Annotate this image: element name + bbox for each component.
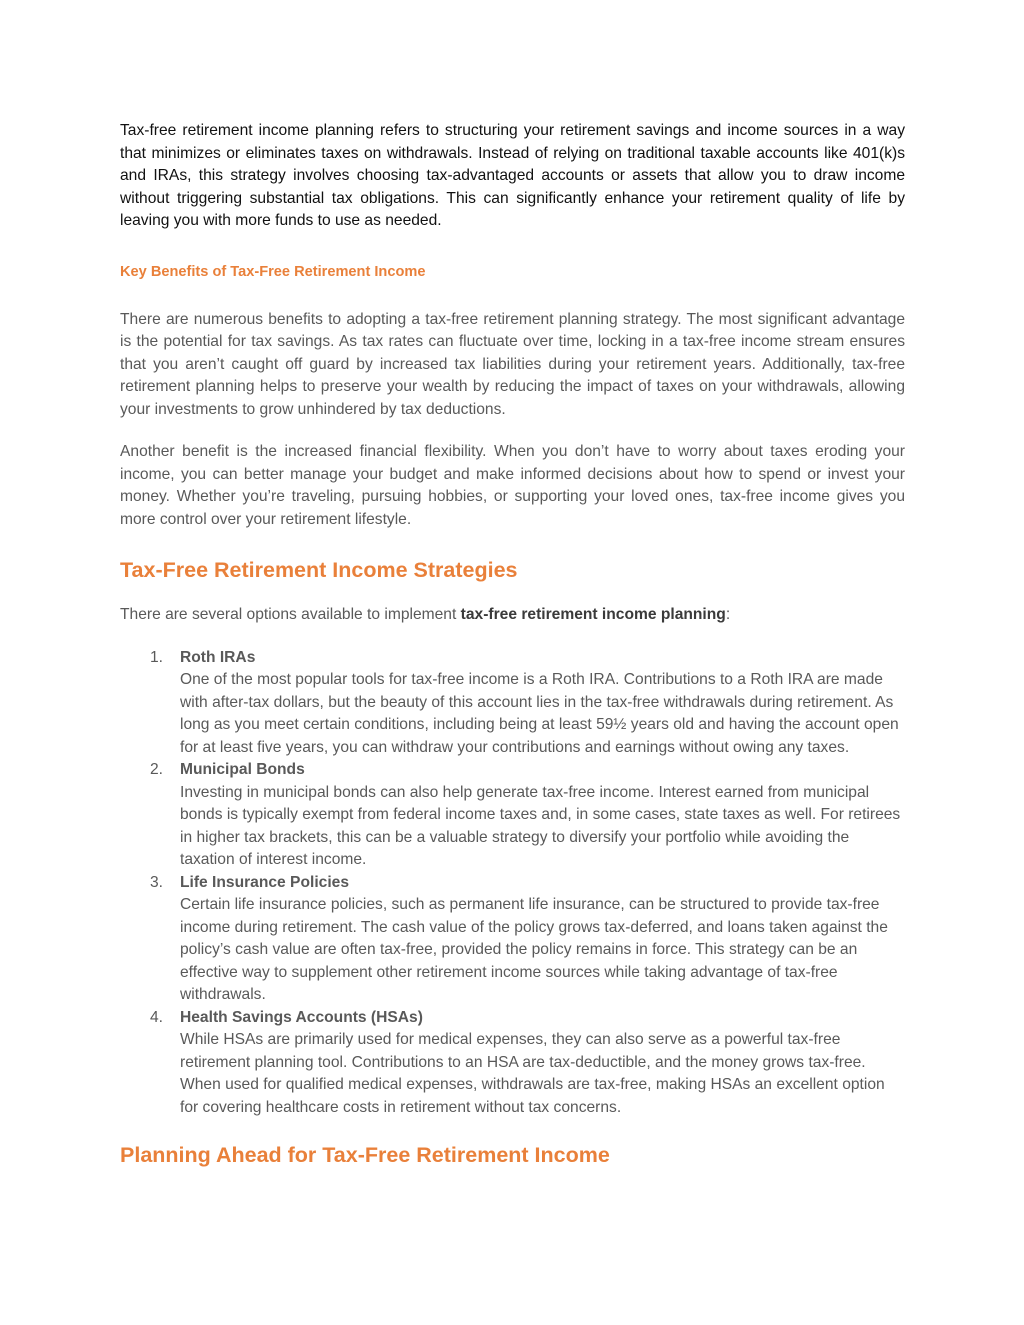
benefits-paragraph-1: There are numerous benefits to adopting a tax-free retirement planning strategy. The most significant advantage is the potential for tax savings. As tax rates can fluctuate over time, locking in a tax-free income stream ensures that you aren’t caught off guard by increased tax liabilities during your retirement years. Additionally, tax-free retirement planning helps to preserve your wealth by reducing the impact of taxes on your withdrawals, allowing your investments to grow unhindered by tax deductions. <box>120 310 905 418</box>
list-item-body: Investing in municipal bonds can also help generate tax-free income. Interest earned from municipal bonds is typically exempt from federal income taxes and, in some cases, state taxes as well. For retirees in higher tax brackets, this can be a valuable strategy to diversify your portfolio while avoiding the taxation of interest income. <box>180 783 901 868</box>
list-item-body: One of the most popular tools for tax-free income is a Roth IRA. Contributions to a Roth IRA are made with after-tax dollars, but the beauty of this account lies in the tax-free withdrawals during retirement. As long as you meet certain conditions, including being at least 59½ years old and having the account open for at least five years, you can withdraw your contributions and earnings without owing any taxes. <box>180 671 899 756</box>
benefits-heading: Key Benefits of Tax-Free Retirement Income <box>120 263 426 280</box>
list-number: 3. <box>150 873 164 891</box>
document-page <box>120 120 905 1189</box>
list-number: 2. <box>150 761 164 778</box>
strategies-lead-end: : <box>725 606 731 623</box>
strategies-lead <box>120 604 905 627</box>
list-number: 1. <box>150 648 164 666</box>
list-item-title: Municipal Bonds <box>180 761 305 778</box>
strategies-heading: Tax-Free Retirement Income Strategies <box>120 558 518 582</box>
list-item-title: Roth IRAs <box>180 648 256 666</box>
benefits-paragraph-2: Another benefit is the increased financial flexibility. When you don’t have to worry about taxes eroding your income, you can better manage your budget and make informed decisions about how to spend or invest your money. Whether you’re traveling, pursuing hobbies, or supporting your loved ones, tax-free income gives you more control over your retirement lifestyle. <box>120 443 905 528</box>
list-item-body: Certain life insurance policies, such as permanent life insurance, can be structured to provide tax-free income during retirement. The cash value of the policy grows tax-deferred, and loans taken against the policy’s cash value are often tax-free, provided the policy remains in force. This strategy can be an effective way to supplement other retirement income sources while taking advantage of tax-free withdrawals. <box>180 896 888 1003</box>
strategies-lead-bold: tax-free retirement income planning <box>460 606 726 623</box>
list-item-municipal-bonds <box>120 759 905 872</box>
list-item-hsas <box>120 1007 905 1120</box>
intro-paragraph: Tax-free retirement income planning refers to structuring your retirement savings and income sources in a way that minimizes or eliminates taxes on withdrawals. Instead of relying on traditional taxable accounts like 401(k)s and IRAs, this strategy involves choosing tax-advantaged accounts or assets that allow you to draw income without triggering substantial tax obligations. This can significantly enhance your retirement quality of life by leaving you with more funds to use as needed. <box>120 122 905 229</box>
list-item-body: While HSAs are primarily used for medical expenses, they can also serve as a powerful tax-free retirement planning tool. Contributions to an HSA are tax-deductible, and the money grows tax-free. When used for qualified medical expenses, withdrawals are tax-free, making HSAs an excellent option for covering healthcare costs in retirement without tax concerns. <box>180 1031 885 1116</box>
strategies-lead-text: There are several options available to implement <box>120 606 461 623</box>
list-item-title: Life Insurance Policies <box>180 873 349 891</box>
list-item-roth-iras <box>120 647 905 760</box>
list-number: 4. <box>150 1008 164 1026</box>
list-item-title: Health Savings Accounts (HSAs) <box>180 1008 423 1026</box>
planning-heading: Planning Ahead for Tax-Free Retirement Income <box>120 1143 610 1167</box>
list-item-life-insurance <box>120 872 905 1007</box>
strategies-list <box>120 647 905 1120</box>
